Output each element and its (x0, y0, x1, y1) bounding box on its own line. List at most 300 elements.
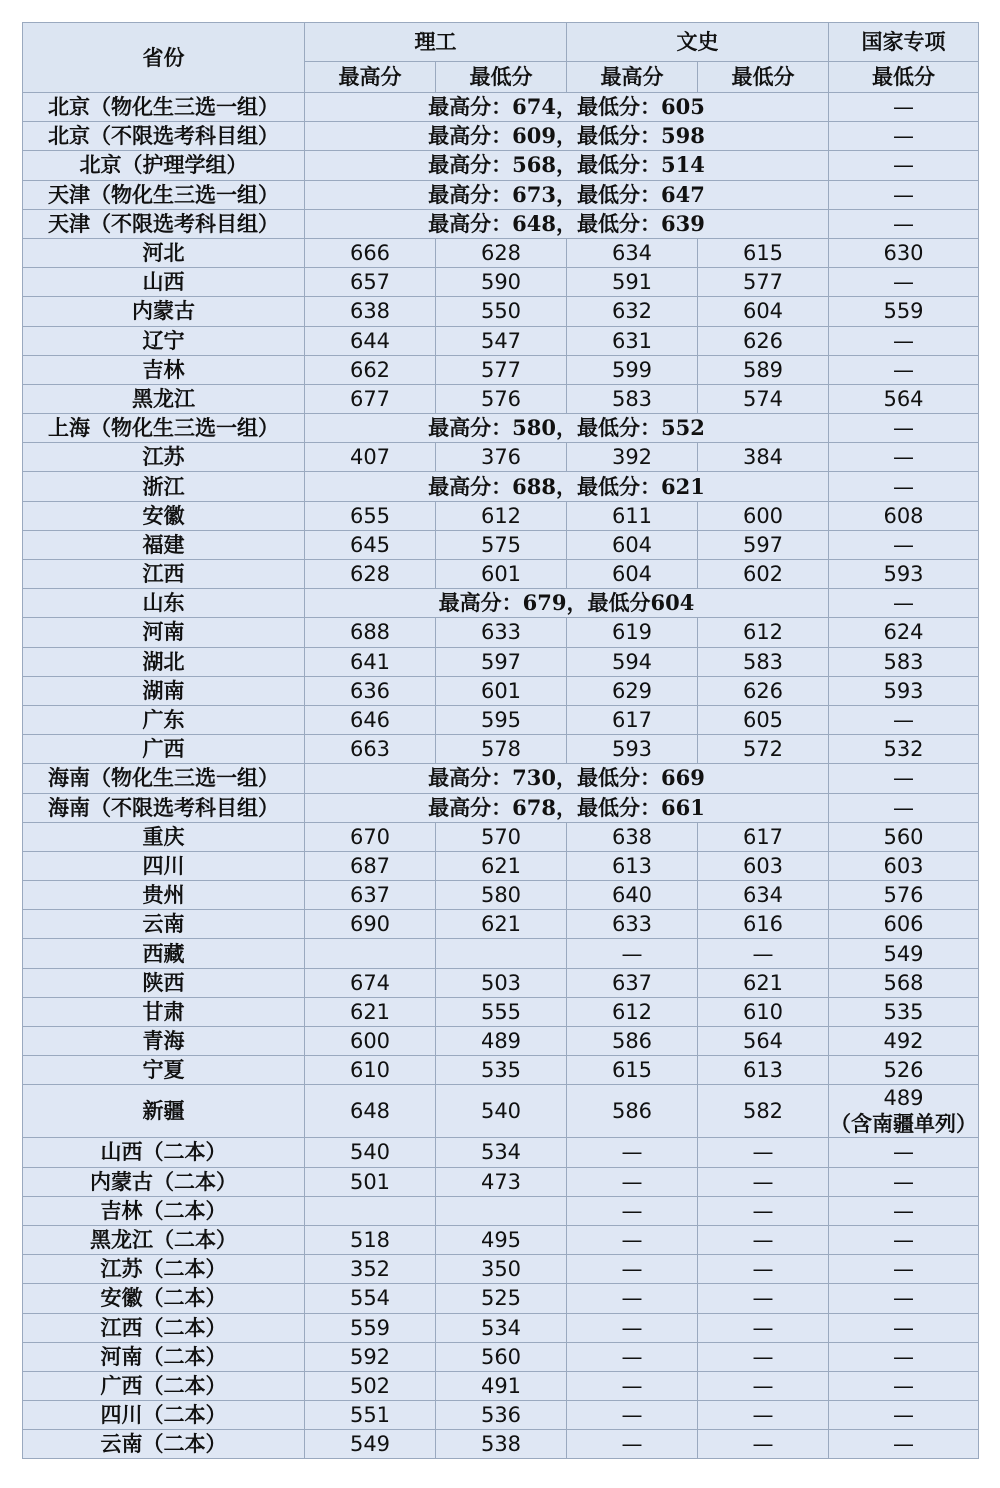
national-min-cell: — (829, 414, 979, 443)
national-min-cell (829, 1085, 979, 1138)
province-cell: 云南 (23, 910, 305, 939)
table-header (23, 23, 979, 93)
province-cell: 江苏 (23, 443, 305, 472)
national-min-cell: — (829, 705, 979, 734)
table-row (23, 647, 979, 676)
province-cell: 黑龙江 (23, 384, 305, 413)
province-cell: 山东 (23, 589, 305, 618)
arts-max-cell: 583 (567, 384, 698, 413)
science-max-cell: 501 (305, 1167, 436, 1196)
merged-score-cell: 最高分：674，最低分：605 (305, 93, 829, 122)
table-row (23, 618, 979, 647)
merged-score-cell: 最高分：673，最低分：647 (305, 180, 829, 209)
arts-min-cell: 582 (698, 1085, 829, 1138)
science-max-cell: 637 (305, 881, 436, 910)
science-min-cell: 550 (436, 297, 567, 326)
table-row (23, 268, 979, 297)
province-cell: 重庆 (23, 822, 305, 851)
province-cell: 江西 (23, 560, 305, 589)
province-cell: 江苏（二本） (23, 1255, 305, 1284)
table-row (23, 764, 979, 793)
science-max-cell: 670 (305, 822, 436, 851)
province-cell: 河南（二本） (23, 1342, 305, 1371)
science-min-cell: 621 (436, 910, 567, 939)
science-max-cell: 666 (305, 238, 436, 267)
table-row (23, 1401, 979, 1430)
science-min-cell: 535 (436, 1056, 567, 1085)
national-min-cell: — (829, 1401, 979, 1430)
science-min-cell: 575 (436, 530, 567, 559)
national-min-cell: — (829, 93, 979, 122)
table-row (23, 472, 979, 501)
science-max-cell (305, 939, 436, 968)
arts-min-cell: 617 (698, 822, 829, 851)
table-row (23, 209, 979, 238)
province-cell: 山西 (23, 268, 305, 297)
science-min-cell: 534 (436, 1313, 567, 1342)
table-row (23, 735, 979, 764)
table-row (23, 122, 979, 151)
table-row (23, 676, 979, 705)
arts-max-cell: 640 (567, 881, 698, 910)
national-min-cell: — (829, 764, 979, 793)
national-min-cell: — (829, 443, 979, 472)
national-min-cell: 593 (829, 676, 979, 705)
table-row (23, 939, 979, 968)
science-min-cell: 595 (436, 705, 567, 734)
arts-min-cell: 597 (698, 530, 829, 559)
arts-min-cell: — (698, 1138, 829, 1167)
table-row (23, 881, 979, 910)
header-science-min: 最低分 (436, 62, 567, 93)
arts-max-cell: 586 (567, 1027, 698, 1056)
arts-max-cell: 611 (567, 501, 698, 530)
province-cell: 江西（二本） (23, 1313, 305, 1342)
science-max-cell: 674 (305, 968, 436, 997)
arts-max-cell: — (567, 1430, 698, 1459)
arts-min-cell: 589 (698, 355, 829, 384)
header-arts: 文史 (567, 23, 829, 62)
science-max-cell: 549 (305, 1430, 436, 1459)
national-min-cell: — (829, 122, 979, 151)
table-row (23, 530, 979, 559)
province-cell: 福建 (23, 530, 305, 559)
national-min-cell: 492 (829, 1027, 979, 1056)
province-cell: 陕西 (23, 968, 305, 997)
science-max-cell: 621 (305, 997, 436, 1026)
arts-max-cell: — (567, 1284, 698, 1313)
table-row (23, 443, 979, 472)
national-min-cell: — (829, 1167, 979, 1196)
arts-max-cell: — (567, 1255, 698, 1284)
arts-max-cell: — (567, 1167, 698, 1196)
science-max-cell: 554 (305, 1284, 436, 1313)
arts-max-cell: 591 (567, 268, 698, 297)
arts-min-cell: 583 (698, 647, 829, 676)
national-min-cell: 560 (829, 822, 979, 851)
province-cell: 吉林 (23, 355, 305, 384)
province-cell: 湖北 (23, 647, 305, 676)
national-min-cell: — (829, 1284, 979, 1313)
science-max-cell: 610 (305, 1056, 436, 1085)
table-row (23, 355, 979, 384)
header-science: 理工 (305, 23, 567, 62)
province-cell: 河南 (23, 618, 305, 647)
national-min-cell: 535 (829, 997, 979, 1026)
table-row (23, 560, 979, 589)
national-min-cell: 606 (829, 910, 979, 939)
arts-min-cell: 621 (698, 968, 829, 997)
province-cell: 天津（物化生三选一组） (23, 180, 305, 209)
province-cell: 安徽 (23, 501, 305, 530)
province-cell: 贵州 (23, 881, 305, 910)
table-row (23, 705, 979, 734)
science-max-cell: 646 (305, 705, 436, 734)
province-cell: 海南（物化生三选一组） (23, 764, 305, 793)
national-min-cell: — (829, 1196, 979, 1225)
arts-min-cell: 615 (698, 238, 829, 267)
science-max-cell: 657 (305, 268, 436, 297)
science-max-cell: 690 (305, 910, 436, 939)
province-cell: 新疆 (23, 1085, 305, 1138)
province-cell: 北京（不限选考科目组） (23, 122, 305, 151)
arts-min-cell: 604 (698, 297, 829, 326)
table-row (23, 501, 979, 530)
science-max-cell: 628 (305, 560, 436, 589)
science-min-cell: 376 (436, 443, 567, 472)
province-cell: 广东 (23, 705, 305, 734)
arts-max-cell: 604 (567, 530, 698, 559)
science-min-cell: 576 (436, 384, 567, 413)
arts-min-cell: 574 (698, 384, 829, 413)
province-cell: 青海 (23, 1027, 305, 1056)
province-cell: 内蒙古（二本） (23, 1167, 305, 1196)
national-min-cell: 583 (829, 647, 979, 676)
arts-min-cell: — (698, 1167, 829, 1196)
arts-min-cell: 612 (698, 618, 829, 647)
science-min-cell (436, 1196, 567, 1225)
table-row (23, 238, 979, 267)
province-cell: 西藏 (23, 939, 305, 968)
arts-max-cell: 633 (567, 910, 698, 939)
national-min-cell: — (829, 326, 979, 355)
national-min-cell: — (829, 355, 979, 384)
province-cell: 黑龙江（二本） (23, 1225, 305, 1254)
arts-max-cell: — (567, 1138, 698, 1167)
science-max-cell: 592 (305, 1342, 436, 1371)
province-cell: 河北 (23, 238, 305, 267)
table-row (23, 326, 979, 355)
science-min-cell: 489 (436, 1027, 567, 1056)
arts-min-cell: 626 (698, 676, 829, 705)
arts-min-cell: 572 (698, 735, 829, 764)
table-row (23, 1313, 979, 1342)
header-arts-max: 最高分 (567, 62, 698, 93)
province-cell: 广西 (23, 735, 305, 764)
national-min-cell: — (829, 1313, 979, 1342)
national-min-cell: — (829, 1225, 979, 1254)
table-row (23, 589, 979, 618)
science-min-cell: 536 (436, 1401, 567, 1430)
science-max-cell: 641 (305, 647, 436, 676)
province-cell: 宁夏 (23, 1056, 305, 1085)
science-max-cell: 600 (305, 1027, 436, 1056)
national-min-cell: 564 (829, 384, 979, 413)
arts-min-cell: — (698, 1225, 829, 1254)
province-cell: 安徽（二本） (23, 1284, 305, 1313)
arts-min-cell: 605 (698, 705, 829, 734)
arts-max-cell: — (567, 1342, 698, 1371)
science-min-cell: 495 (436, 1225, 567, 1254)
table-row (23, 93, 979, 122)
province-cell: 北京（物化生三选一组） (23, 93, 305, 122)
merged-score-cell: 最高分：609，最低分：598 (305, 122, 829, 151)
national-min-cell: — (829, 151, 979, 180)
science-min-cell: 577 (436, 355, 567, 384)
merged-score-cell: 最高分：679，最低分604 (305, 589, 829, 618)
province-cell: 海南（不限选考科目组） (23, 793, 305, 822)
arts-max-cell: — (567, 1196, 698, 1225)
national-min-cell: 532 (829, 735, 979, 764)
arts-min-cell: — (698, 1401, 829, 1430)
science-min-cell: 570 (436, 822, 567, 851)
arts-min-cell: 634 (698, 881, 829, 910)
province-cell: 上海（物化生三选一组） (23, 414, 305, 443)
science-min-cell: 601 (436, 560, 567, 589)
arts-max-cell: 619 (567, 618, 698, 647)
national-min-cell: 603 (829, 851, 979, 880)
science-min-cell: 621 (436, 851, 567, 880)
table-row (23, 793, 979, 822)
header-province: 省份 (23, 23, 305, 93)
province-cell: 浙江 (23, 472, 305, 501)
arts-max-cell: 617 (567, 705, 698, 734)
science-max-cell: 502 (305, 1371, 436, 1400)
arts-max-cell: 629 (567, 676, 698, 705)
science-max-cell: 551 (305, 1401, 436, 1430)
national-min-cell: 608 (829, 501, 979, 530)
science-max-cell: 687 (305, 851, 436, 880)
table-row (23, 1085, 979, 1138)
table-row (23, 1056, 979, 1085)
table-row (23, 822, 979, 851)
national-min-cell: — (829, 1138, 979, 1167)
national-min-cell: 576 (829, 881, 979, 910)
merged-score-cell: 最高分：580，最低分：552 (305, 414, 829, 443)
arts-min-cell: 610 (698, 997, 829, 1026)
score-table-container (22, 22, 978, 1459)
national-min-cell: — (829, 180, 979, 209)
table-row (23, 151, 979, 180)
table-row (23, 1225, 979, 1254)
arts-max-cell: 638 (567, 822, 698, 851)
science-max-cell: 407 (305, 443, 436, 472)
national-min-cell: 624 (829, 618, 979, 647)
header-national: 国家专项 (829, 23, 979, 62)
science-max-cell (305, 1196, 436, 1225)
science-min-cell: 612 (436, 501, 567, 530)
national-min-cell: 593 (829, 560, 979, 589)
science-max-cell: 662 (305, 355, 436, 384)
table-row (23, 997, 979, 1026)
national-min-cell: — (829, 209, 979, 238)
arts-min-cell: 564 (698, 1027, 829, 1056)
science-max-cell: 648 (305, 1085, 436, 1138)
arts-min-cell: — (698, 1284, 829, 1313)
science-min-cell: 555 (436, 997, 567, 1026)
science-min-cell: 580 (436, 881, 567, 910)
table-row (23, 910, 979, 939)
arts-min-cell: 577 (698, 268, 829, 297)
province-cell: 湖南 (23, 676, 305, 705)
arts-max-cell: — (567, 939, 698, 968)
arts-max-cell: 613 (567, 851, 698, 880)
science-min-cell: 525 (436, 1284, 567, 1313)
science-max-cell: 663 (305, 735, 436, 764)
national-min-cell: — (829, 1371, 979, 1400)
merged-score-cell: 最高分：730，最低分：669 (305, 764, 829, 793)
arts-min-cell: 616 (698, 910, 829, 939)
arts-max-cell: 631 (567, 326, 698, 355)
national-min-cell: — (829, 1255, 979, 1284)
arts-max-cell: 632 (567, 297, 698, 326)
national-note: （含南疆单列） (830, 1111, 977, 1137)
science-min-cell: 538 (436, 1430, 567, 1459)
province-cell: 四川 (23, 851, 305, 880)
header-science-max: 最高分 (305, 62, 436, 93)
province-cell: 山西（二本） (23, 1138, 305, 1167)
national-min-cell: — (829, 1342, 979, 1371)
science-min-cell: 540 (436, 1085, 567, 1138)
header-arts-min: 最低分 (698, 62, 829, 93)
arts-min-cell: 600 (698, 501, 829, 530)
science-max-cell: 645 (305, 530, 436, 559)
province-cell: 四川（二本） (23, 1401, 305, 1430)
science-min-cell: 578 (436, 735, 567, 764)
arts-max-cell: — (567, 1313, 698, 1342)
national-min-cell: — (829, 268, 979, 297)
national-min-cell: — (829, 472, 979, 501)
science-max-cell: 636 (305, 676, 436, 705)
table-row (23, 1196, 979, 1225)
arts-max-cell: 634 (567, 238, 698, 267)
arts-min-cell: 602 (698, 560, 829, 589)
arts-min-cell: 613 (698, 1056, 829, 1085)
table-row (23, 1284, 979, 1313)
table-body (23, 93, 979, 1459)
arts-max-cell: 637 (567, 968, 698, 997)
arts-min-cell: 626 (698, 326, 829, 355)
science-min-cell: 503 (436, 968, 567, 997)
national-min-cell: 526 (829, 1056, 979, 1085)
table-row (23, 180, 979, 209)
science-min-cell: 350 (436, 1255, 567, 1284)
arts-min-cell: — (698, 939, 829, 968)
table-row (23, 297, 979, 326)
science-min-cell: 473 (436, 1167, 567, 1196)
score-table (22, 22, 979, 1459)
merged-score-cell: 最高分：688，最低分：621 (305, 472, 829, 501)
national-min-cell: 630 (829, 238, 979, 267)
province-cell: 广西（二本） (23, 1371, 305, 1400)
national-min-cell: — (829, 793, 979, 822)
national-value: 489 (883, 1086, 924, 1111)
science-max-cell: 677 (305, 384, 436, 413)
province-cell: 云南（二本） (23, 1430, 305, 1459)
table-row (23, 414, 979, 443)
science-max-cell: 540 (305, 1138, 436, 1167)
national-min-cell: 549 (829, 939, 979, 968)
arts-max-cell: — (567, 1371, 698, 1400)
province-cell: 吉林（二本） (23, 1196, 305, 1225)
merged-score-cell: 最高分：648，最低分：639 (305, 209, 829, 238)
national-min-cell: — (829, 589, 979, 618)
science-min-cell: 560 (436, 1342, 567, 1371)
arts-max-cell: 586 (567, 1085, 698, 1138)
arts-min-cell: — (698, 1313, 829, 1342)
science-min-cell: 534 (436, 1138, 567, 1167)
science-max-cell: 655 (305, 501, 436, 530)
arts-max-cell: 594 (567, 647, 698, 676)
table-row (23, 1027, 979, 1056)
arts-min-cell: — (698, 1342, 829, 1371)
table-row (23, 1138, 979, 1167)
science-max-cell: 352 (305, 1255, 436, 1284)
science-min-cell: 590 (436, 268, 567, 297)
table-row (23, 851, 979, 880)
table-row (23, 1371, 979, 1400)
arts-max-cell: — (567, 1401, 698, 1430)
science-min-cell: 628 (436, 238, 567, 267)
science-min-cell: 547 (436, 326, 567, 355)
merged-score-cell: 最高分：678，最低分：661 (305, 793, 829, 822)
arts-max-cell: 604 (567, 560, 698, 589)
science-max-cell: 644 (305, 326, 436, 355)
arts-max-cell: — (567, 1225, 698, 1254)
national-min-cell: — (829, 1430, 979, 1459)
national-min-cell: — (829, 530, 979, 559)
arts-min-cell: — (698, 1430, 829, 1459)
science-max-cell: 638 (305, 297, 436, 326)
table-row (23, 1430, 979, 1459)
science-max-cell: 559 (305, 1313, 436, 1342)
science-min-cell: 633 (436, 618, 567, 647)
table-row (23, 968, 979, 997)
header-national-min: 最低分 (829, 62, 979, 93)
science-min-cell: 601 (436, 676, 567, 705)
arts-min-cell: — (698, 1196, 829, 1225)
merged-score-cell: 最高分：568，最低分：514 (305, 151, 829, 180)
arts-min-cell: 384 (698, 443, 829, 472)
arts-max-cell: 392 (567, 443, 698, 472)
table-row (23, 1167, 979, 1196)
table-row (23, 384, 979, 413)
province-cell: 甘肃 (23, 997, 305, 1026)
arts-max-cell: 599 (567, 355, 698, 384)
arts-min-cell: — (698, 1371, 829, 1400)
science-max-cell: 688 (305, 618, 436, 647)
arts-max-cell: 612 (567, 997, 698, 1026)
table-row (23, 1255, 979, 1284)
national-min-cell: 559 (829, 297, 979, 326)
province-cell: 北京（护理学组） (23, 151, 305, 180)
arts-min-cell: 603 (698, 851, 829, 880)
table-row (23, 1342, 979, 1371)
province-cell: 天津（不限选考科目组） (23, 209, 305, 238)
province-cell: 内蒙古 (23, 297, 305, 326)
arts-max-cell: 593 (567, 735, 698, 764)
arts-max-cell: 615 (567, 1056, 698, 1085)
